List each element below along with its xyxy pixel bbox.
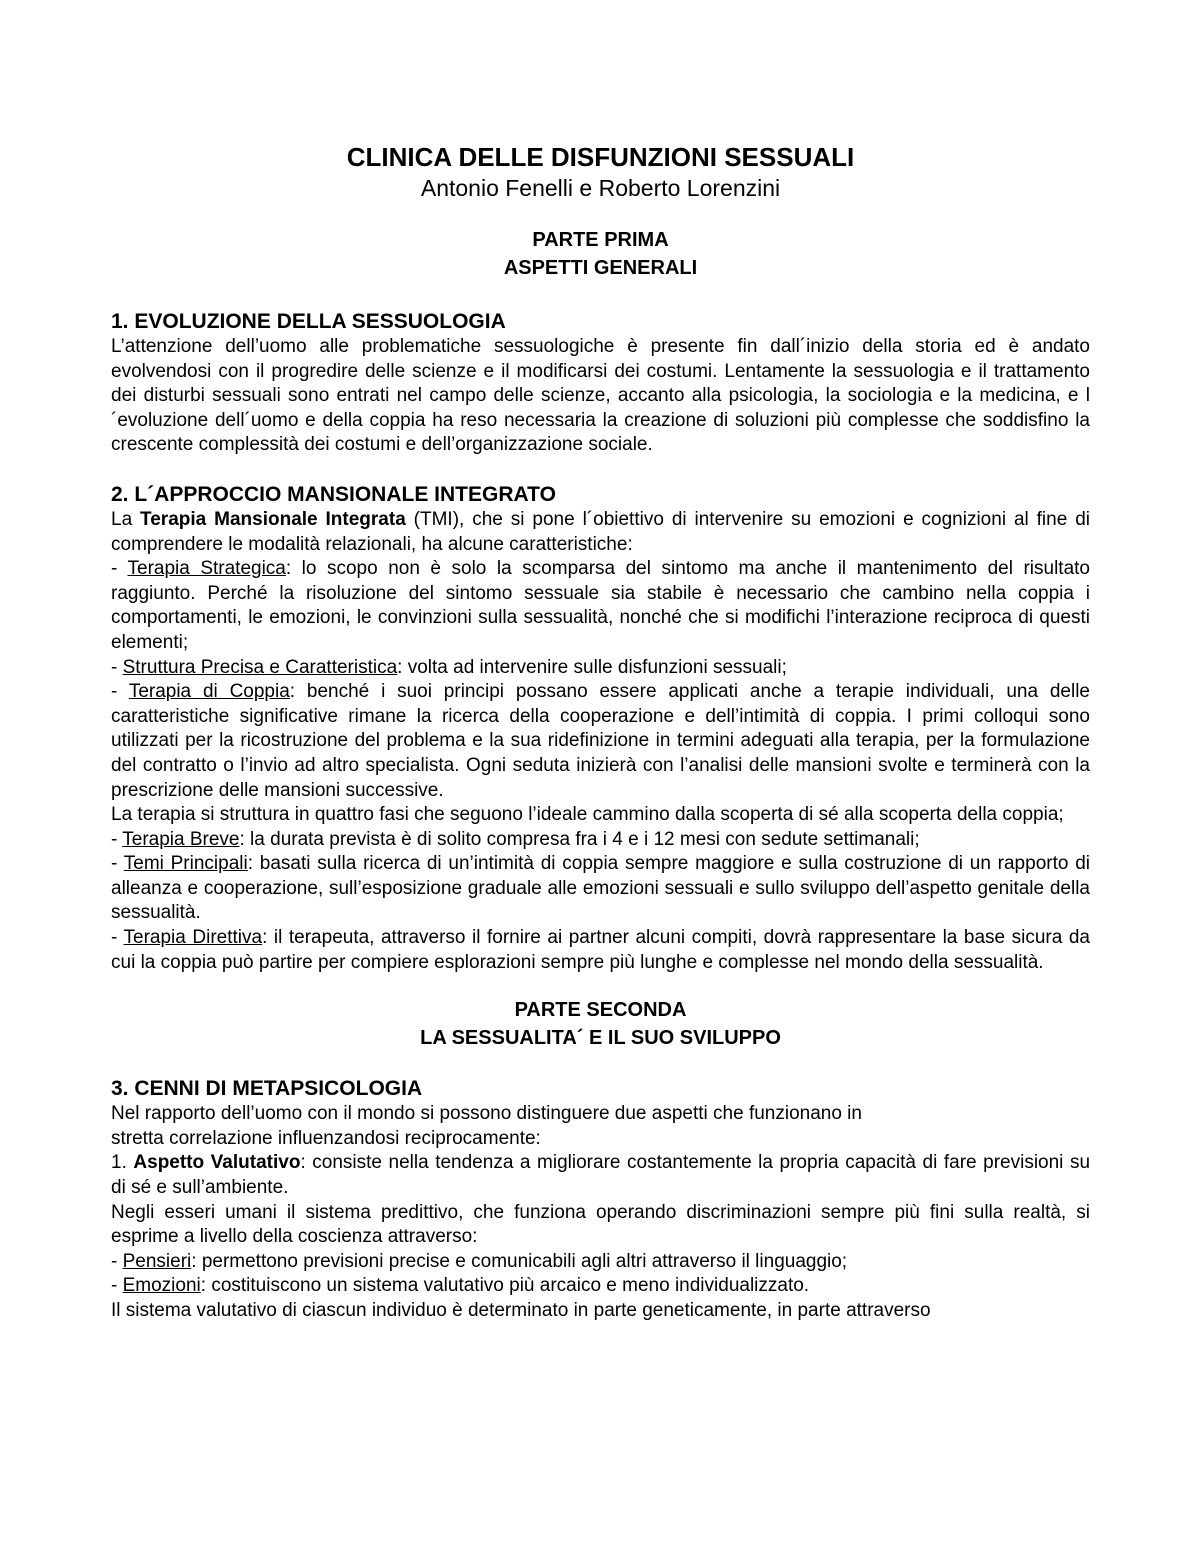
list-item-temi-principali <box>111 852 1090 926</box>
section-1-paragraph: L’attenzione dell’uomo alle problematiche sessuologiche è presente fin dall´inizio della storia ed è andato evolvendosi con il progredire delle scienze e il modificarsi dei costumi. Lentamente la sessuologia e il trattamento dei disturbi sessuali sono entrati nel campo delle scienze, accanto alla psicologia, la sociologia e la medicina, e l´evoluzione dell´uomo e della coppia ha reso necessaria la creazione di soluzioni più complesse che soddisfino la crescente complessità dei costumi e dell’organizzazione sociale. <box>111 336 1090 456</box>
list-dash: - <box>111 1275 123 1297</box>
list-item-pensieri <box>111 1250 1090 1275</box>
part-two-label: PARTE SECONDA <box>514 999 687 1022</box>
list-item-text: : la durata prevista è di solito compresa fra i 4 e i 12 mesi con sedute settimanali; <box>239 828 920 850</box>
document-title: CLINICA DELLE DISFUNZIONI SESSUALI <box>346 142 855 172</box>
list-dash: - <box>111 927 124 949</box>
list-dash: - <box>111 853 124 875</box>
list-item-terapia-direttiva <box>111 926 1090 975</box>
part-one-heading <box>111 226 1090 282</box>
section-3-intro-line-2: stretta correlazione influenzandosi reciprocamente: <box>111 1127 541 1149</box>
list-item-label: Pensieri <box>122 1250 192 1272</box>
part-two-heading <box>111 996 1090 1052</box>
list-item-terapia-breve <box>111 828 1090 853</box>
list-item-struttura-precisa <box>111 656 1090 681</box>
list-dash: - <box>111 1250 123 1272</box>
list-dash: - <box>111 681 129 703</box>
list-item-text: : il terapeuta, attraverso il fornire ai partner alcuni compiti, dovrà rappresentare la base sicura da cui la coppia può partire per compiere esplorazioni sempre più lunghe e complesse nel mondo della sessualità. <box>111 927 1091 973</box>
list-item-label: Terapia Direttiva <box>123 927 263 949</box>
list-item-text: : permettono previsioni precise e comunicabili agli altri attraverso il linguaggio; <box>191 1250 848 1272</box>
list-item-emozioni <box>111 1274 1090 1299</box>
section-1-heading: 1. EVOLUZIONE DELLA SESSUOLOGIA <box>111 310 506 333</box>
section-2-heading: 2. L´APPROCCIO MANSIONALE INTEGRATO <box>111 482 556 506</box>
part-one-label: PARTE PRIMA <box>532 229 669 251</box>
point-aspetto-valutativo <box>111 1151 1090 1200</box>
list-dash: - <box>111 828 123 850</box>
list-item-text: : lo scopo non è solo la scomparsa del sintomo ma anche il mantenimento del risultato raggiunto. Perché la risoluzione del sintomo sessuale sia stabile è necessario che cambino nella coppia i comportamenti, le emozioni, le convinzioni sulla sessualità, nonché che si modifichi l’interazione reciproca di questi elementi; <box>111 558 1090 653</box>
list-item-text: : basati sulla ricerca di un’intimità di coppia sempre maggiore e sulla costruzione di un rapporto di alleanza e cooperazione, sull’esposizione graduale alle emozioni sessuali e sullo sviluppo dell’aspetto genitale della sessualità. <box>111 853 1090 924</box>
list-dash: - <box>111 656 123 678</box>
document-authors: Antonio Fenelli e Roberto Lorenzini <box>420 175 781 201</box>
point-label: Aspetto Valutativo <box>133 1152 301 1174</box>
list-item-terapia-di-coppia <box>111 680 1090 803</box>
list-dash: - <box>111 558 128 580</box>
final-paragraph-fragment: Il sistema valutativo di ciascun individuo è determinato in parte geneticamente, in parte attraverso <box>111 1300 931 1321</box>
list-item-label: Struttura Precisa e Caratteristica <box>122 656 398 678</box>
point-number: 1. <box>111 1152 134 1174</box>
list-item-text: : costituiscono un sistema valutativo più arcaico e meno individualizzato. <box>200 1275 810 1297</box>
section-3-intro-line-1: Nel rapporto dell’uomo con il mondo si possono distinguere due aspetti che funzionano in <box>111 1103 862 1125</box>
list-item-label: Temi Principali <box>123 853 248 875</box>
section-3-heading: 3. CENNI DI METAPSICOLOGIA <box>111 1077 423 1101</box>
section-2-intro <box>111 508 1090 557</box>
point-text: : consiste nella tendenza a migliorare costantemente la propria capacità di fare previsioni su di sé e sull’ambiente. <box>111 1152 1091 1199</box>
tmi-term: Terapia Mansionale Integrata <box>140 508 406 530</box>
phases-paragraph: La terapia si struttura in quattro fasi che seguono l’ideale cammino dalla scoperta di sé alla scoperta della coppia; <box>111 804 1064 826</box>
list-item-text: : volta ad intervenire sulle disfunzioni sessuali; <box>397 656 787 678</box>
part-two-title: LA SESSUALITA´ E IL SUO SVILUPPO <box>420 1027 781 1050</box>
list-item-text: : benché i suoi principi possano essere applicati anche a terapie individuali, una delle caratteristiche significative rimane la ricerca della cooperazione e dell’intimità di coppia. I primi colloqui sono utilizzati per la ricostruzione del problema e la sua ridefinizione in termini adeguati alla terapia, per la formulazione del contratto o l’invio ad altro specialista. Ogni seduta inizierà con l’analisi delle mansioni svolte e terminerà con la prescrizione delle mansioni successive. <box>111 681 1091 801</box>
list-item-label: Emozioni <box>122 1275 201 1297</box>
predictive-paragraph: Negli esseri umani il sistema predittivo, che funziona operando discriminazioni sempre più fini sulla realtà, si esprime a livello della coscienza attraverso: <box>111 1201 1090 1248</box>
list-item-label: Terapia di Coppia <box>128 681 290 703</box>
list-item-label: Terapia Breve <box>122 828 240 850</box>
intro-suffix: (TMI), che si pone l´obiettivo di intervenire su emozioni e cognizioni al fine di comprendere le modalità relazionali, ha alcune caratteristiche: <box>111 508 1090 555</box>
intro-prefix: La <box>111 508 141 530</box>
list-item-label: Terapia Strategica <box>127 558 286 580</box>
part-one-title: ASPETTI GENERALI <box>503 257 698 279</box>
list-item-terapia-strategica <box>111 557 1090 655</box>
